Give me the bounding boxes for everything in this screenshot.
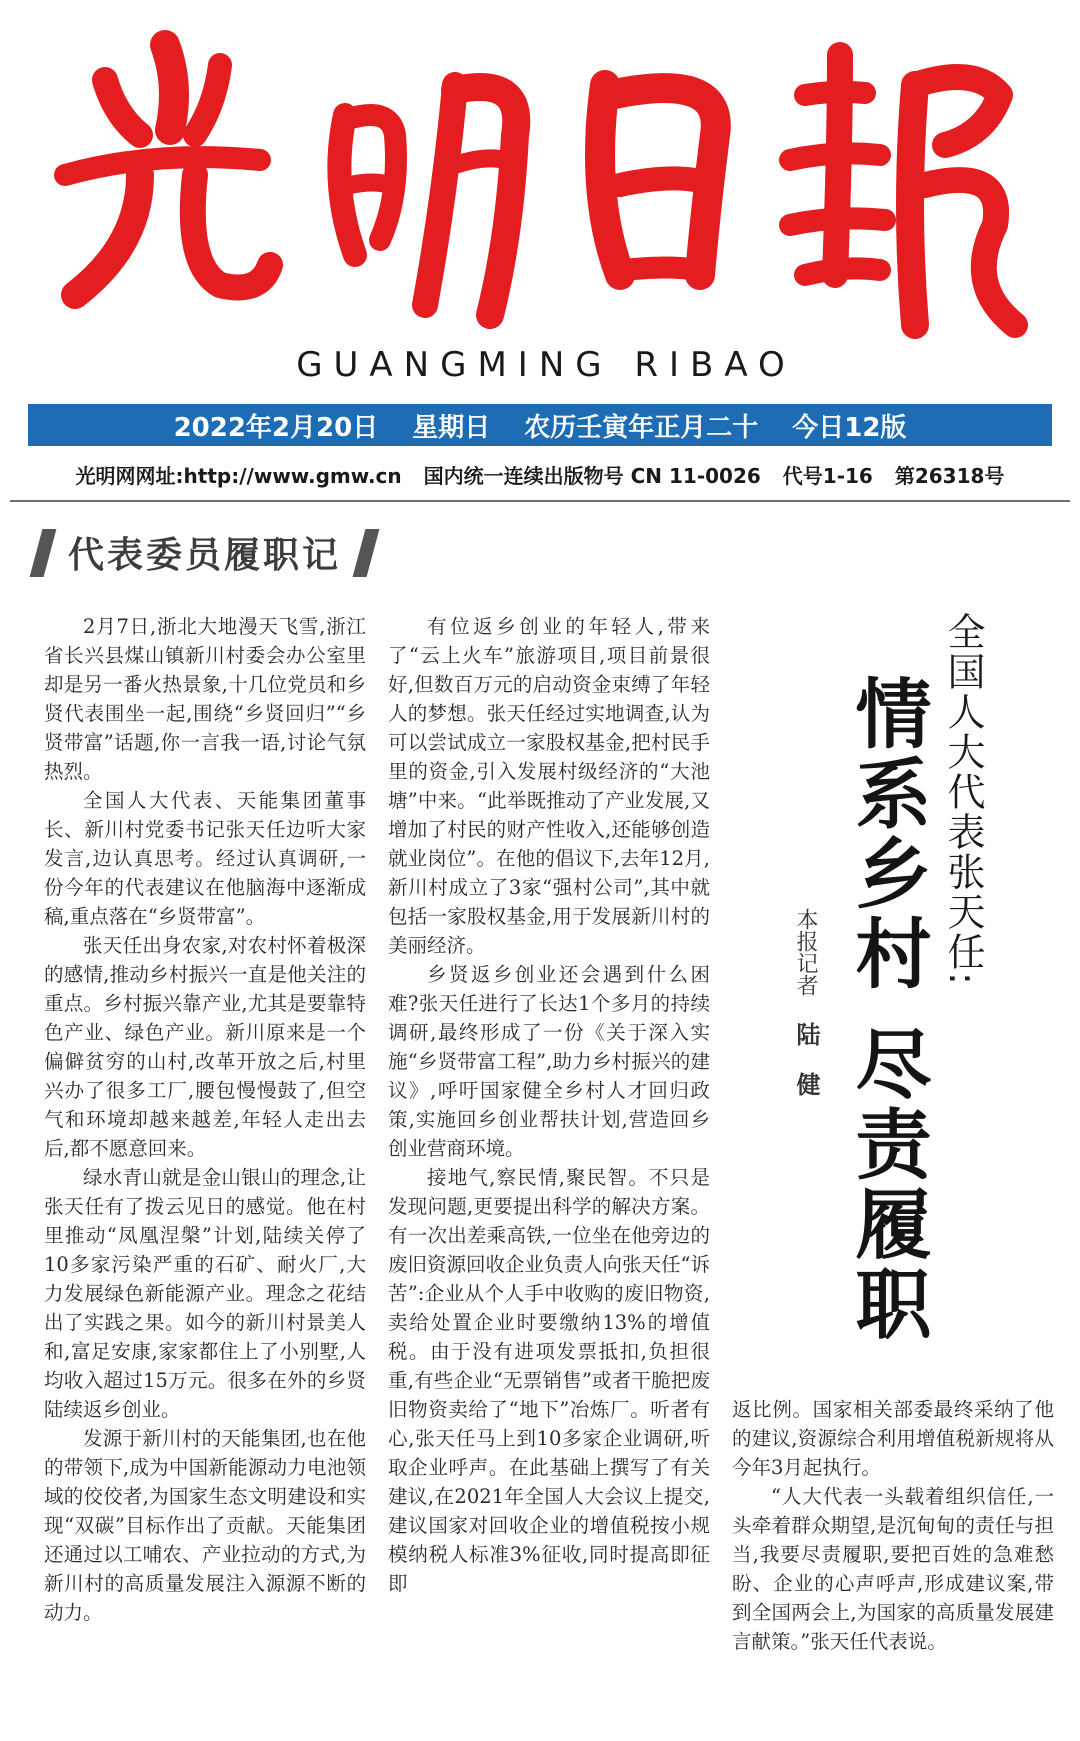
headline-block (732, 612, 1057, 1382)
paragraph: 全国人大代表、天能集团董事长、新川村党委书记张天任边听大家发言,边认真思考。经过认真调研,一份今年的代表建议在他脑海中逐渐成稿,重点落在“乡贤带富”。 (44, 789, 366, 928)
article-headline: 情系乡村 尽责履职 (843, 674, 932, 1345)
postal-code: 代号1-16 (782, 464, 873, 488)
dateline-band (28, 404, 1052, 446)
masthead-divider (10, 500, 1070, 502)
paragraph: 有位返乡创业的年轻人,带来了“云上火车”旅游项目,项目前景很好,但数百万元的启动资金束缚了年轻人的梦想。张天任经过实地调查,认为可以尝试成立一家股权基金,把村民手里的资金,引入发展村级经济的“大池塘”中来。“此举既推动了产业发展,又增加了村民的财产性收入,还能够创造就业岗位”。在他的倡议下,去年12月,新川村成立了3家“强村公司”,其中就包括一家股权基金,用于发展新川村的美丽经济。 (388, 615, 710, 957)
section-title (36, 525, 373, 580)
newspaper-logo (45, 25, 1035, 350)
publication-info (0, 460, 1080, 489)
paragraph: “人大代表一头载着组织信任,一头牵着群众期望,是沉甸甸的责任与担当,我要尽责履职,要把百姓的急难愁盼、企业的心声呼声,形成建议案,带到全国两会上,为国家的高质量发展建言献策。”张天任代表说。 (732, 1485, 1054, 1653)
paragraph: 接地气,察民情,聚民智。不只是发现问题,更要提出科学的解决方案。有一次出差乘高铁,一位坐在他旁边的废旧资源回收企业负责人向张天任“诉苦”:企业从个人手中收购的废旧物资,卖给处置企业时要缴纳13%的增值税。由于没有进项发票抵扣,负担很重,有些企业“无票销售”或者干脆把废旧物资卖给了“地下”冶炼厂。听者有心,张天任马上到10多家企业调研,听取企业呼声。在此基础上撰写了有关建议,在2021年全国人大会议上提交,建议国家对回收企业的增值税按小规模纳税人标准3%征收,同时提高即征即 (388, 1166, 710, 1595)
issue-date: 2022年2月20日 (173, 412, 379, 443)
article-column-2 (388, 612, 710, 1702)
slash-decoration-icon (353, 529, 380, 577)
byline-label: 本报记者 (793, 908, 818, 996)
paragraph: 绿水青山就是金山银山的理念,让张天任有了拨云见日的感觉。他在村里推动“凤凰涅槃”计划,陆续关停了10多家污染严重的石矿、耐火厂,大力发展绿色新能源产业。理念之花结出了实践之果。如今的新川村景美人和,富足安康,家家都住上了小别墅,人均收入超过15万元。很多在外的乡贤陆续返乡创业。 (44, 1166, 366, 1421)
masthead-pinyin: GUANGMING RIBAO (296, 345, 796, 385)
website-link[interactable]: 光明网网址:http://www.gmw.cn (75, 464, 402, 488)
article-column-1 (44, 612, 366, 1702)
paragraph: 张天任出身农家,对农村怀着极深的感情,推动乡村振兴一直是他关注的重点。乡村振兴靠产业,尤其是要靠特色产业、绿色产业。新川原来是一个偏僻贫穷的山村,改革开放之后,村里兴办了很多工厂,腰包慢慢鼓了,但空气和环境却越来越差,年轻人走出去后,都不愿意回来。 (44, 934, 366, 1160)
page-count: 今日12版 (792, 412, 907, 443)
issue-weekday: 星期日 (412, 412, 491, 443)
cn-number: 国内统一连续出版物号 CN 11-0026 (423, 464, 761, 488)
slash-decoration-icon (30, 529, 57, 577)
masthead (0, 0, 1080, 500)
paragraph: 发源于新川村的天能集团,也在他的带领下,成为中国新能源动力电池领域的佼佼者,为国家生态文明建设和实现“双碳”目标作出了贡献。天能集团还通过以工哺农、产业拉动的方式,为新川村的高质量发展注入源源不断的动力。 (44, 1427, 366, 1624)
byline-name: 陆健 (792, 1022, 820, 1122)
article-kicker: 全国人大代表张天任: (941, 612, 985, 987)
section-title-text: 代表委员履职记 (68, 535, 342, 576)
lunar-date: 农历壬寅年正月二十 (524, 412, 759, 443)
paragraph: 2月7日,浙北大地漫天飞雪,浙江省长兴县煤山镇新川村委会办公室里却是另一番火热景象,十几位党员和乡贤代表围坐一起,围绕“乡贤回归”“乡贤带富”话题,你一言我一语,讨论气氛热烈。 (44, 615, 366, 783)
issue-number: 第26318号 (894, 464, 1005, 488)
paragraph: 返比例。国家相关部委最终采纳了他的建议,资源综合利用增值税新规将从今年3月起执行。 (732, 1398, 1054, 1479)
calligraphy-logo-icon (45, 25, 1035, 350)
paragraph: 乡贤返乡创业还会遇到什么困难?张天任进行了长达1个多月的持续调研,最终形成了一份《关于深入实施“乡贤带富工程”,助力乡村振兴的建议》,呼吁国家健全乡村人才回归政策,实施回乡创业帮扶计划,营造回乡创业营商环境。 (388, 963, 710, 1160)
article-column-3 (732, 1395, 1054, 1695)
